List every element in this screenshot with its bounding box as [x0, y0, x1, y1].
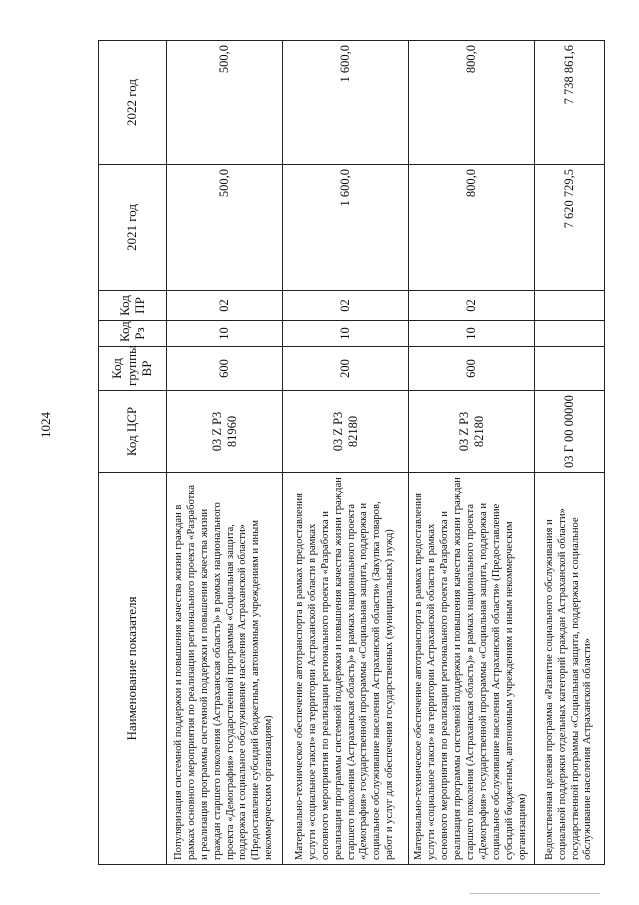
row-rz: [535, 321, 605, 347]
row-csr: 03 Z P3 81960: [167, 391, 283, 473]
row-csr: 03 Г 00 00000: [535, 391, 605, 473]
row-2021: 7 620 729,5: [535, 165, 605, 291]
table-row: [535, 41, 605, 865]
row-pr: 02: [167, 291, 283, 321]
row-csr: 03 Z P3 82180: [283, 391, 409, 473]
header-vr: Код группы ВР: [99, 347, 167, 391]
row-name: Материально-техническое обеспечение автотранспорта в рамках предоставления услуги «социальное такси» на территории Астраханской области в рамках основного мероприятия по реализации регионального проекта «Разработка и реализация программы системной поддержки и повышения качества жизни граждан старшего поколения (Астраханская область)» в рамках национального проекта «Демография» государственной программы «Социальная защита, поддержка и социальное обслуживание населения Астраханской области» (Предоставление субсидий бюджетным, автономным учреждениям и иным некоммерческим организациям): [409, 473, 535, 865]
row-2021: 500,0: [167, 165, 283, 291]
row-2021: 1 600,0: [283, 165, 409, 291]
header-csr: Код ЦСР: [99, 391, 167, 473]
row-2021: 800,0: [409, 165, 535, 291]
table-row: [409, 41, 535, 865]
budget-table-sheet: [98, 41, 604, 865]
header-name: Наименование показателя: [99, 473, 167, 865]
row-vr: 600: [409, 347, 535, 391]
row-vr: 200: [283, 347, 409, 391]
header-rz: Код Рз: [99, 321, 167, 347]
row-pr: 02: [409, 291, 535, 321]
header-pr: Код ПР: [99, 291, 167, 321]
row-2022: 800,0: [409, 41, 535, 165]
scan-edge-line: [470, 893, 600, 898]
page-number: 1024: [38, 412, 53, 438]
row-2022: 7 738 861,6: [535, 41, 605, 165]
header-2022: 2022 год: [99, 41, 167, 165]
row-name: Ведомственная целевая программа «Развитие социального обслуживания и социальной поддержки отдельных категорий граждан Астраханской области» государственной программы «Социальная защита, поддержка и социальное обслуживание населения Астраханской области»: [535, 473, 605, 865]
budget-table: [98, 40, 605, 865]
row-rz: 10: [167, 321, 283, 347]
row-csr: 03 Z P3 82180: [409, 391, 535, 473]
table-row: [167, 41, 283, 865]
row-vr: 600: [167, 347, 283, 391]
row-rz: 10: [409, 321, 535, 347]
row-pr: [535, 291, 605, 321]
row-pr: 02: [283, 291, 409, 321]
header-2021: 2021 год: [99, 165, 167, 291]
row-2022: 500,0: [167, 41, 283, 165]
row-name: Популяризация системной поддержки и повышения качества жизни граждан в рамках основного мероприятия по реализации регионального проекта «Разработка и реализация программы системной поддержки и повышения качества жизни граждан старшего поколения (Астраханская область)» в рамках национального проекта «Демография» государственной программы «Социальная защита, поддержка и социальное обслуживание населения Астраханской области» (Предоставление субсидий бюджетным, автономным учреждениям и иным некоммерческим организациям): [167, 473, 283, 865]
row-rz: 10: [283, 321, 409, 347]
table-row: [283, 41, 409, 865]
row-vr: [535, 347, 605, 391]
row-name: Материально-техническое обеспечение автотранспорта в рамках предоставления услуги «социальное такси» на территории Астраханской области в рамках основного мероприятия по реализации регионального проекта «Разработка и реализация программы системной поддержки и повышения качества жизни граждан старшего поколения (Астраханская область)» в рамках национального проекта «Демография» государственной программы «Социальная защита, поддержка и социальное обслуживание населения Астраханской области» (Закупка товаров, работ и услуг для обеспечения государственных (муниципальных) нужд): [283, 473, 409, 865]
row-2022: 1 600,0: [283, 41, 409, 165]
header-row: [99, 41, 167, 865]
